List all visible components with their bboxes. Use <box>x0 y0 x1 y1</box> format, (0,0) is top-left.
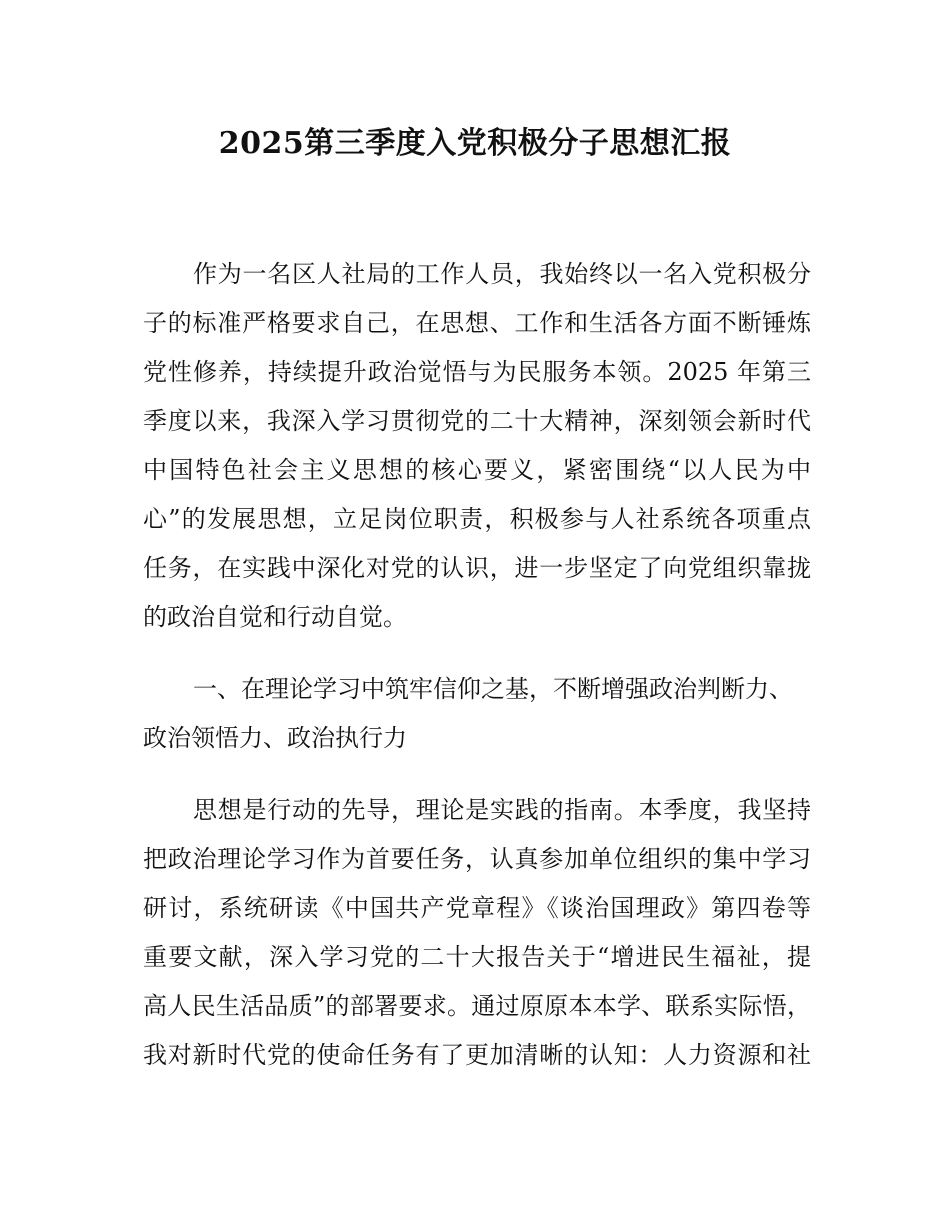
text-line: 任务，在实践中深化对党的认识，进一步坚定了向党组织靠拢 <box>143 554 811 582</box>
intro-paragraph <box>143 250 811 642</box>
text-line: 季度以来，我深入学习贯彻党的二十大精神，深刻领会新时代 <box>143 407 811 435</box>
text-line: 作为一名区人社局的工作人员，我始终以一名入党积极分 <box>193 260 811 288</box>
text-line: 党性修养，持续提升政治觉悟与为民服务本领。2025 年第三 <box>143 358 811 386</box>
text-line: 高人民生活品质”的部署要求。通过原原本本学、联系实际悟， <box>143 992 811 1020</box>
text-line: 思想是行动的先导，理论是实践的指南。本季度，我坚持 <box>193 796 811 824</box>
section-heading <box>143 665 811 763</box>
text-line: 心”的发展思想，立足岗位职责，积极参与人社系统各项重点 <box>143 505 811 533</box>
text-line: 我对新时代党的使命任务有了更加清晰的认知：人力资源和社 <box>143 1041 811 1069</box>
section-paragraph <box>143 786 811 1080</box>
text-line: 把政治理论学习作为首要任务，认真参加单位组织的集中学习 <box>143 845 811 873</box>
text-line: 一、在理论学习中筑牢信仰之基，不断增强政治判断力、 <box>193 675 793 703</box>
document-body <box>143 250 811 1103</box>
text-line: 政治领悟力、政治执行力 <box>143 724 407 752</box>
text-line: 重要文献，深入学习党的二十大报告关于“增进民生福祉，提 <box>143 943 811 971</box>
text-line: 的政治自觉和行动自觉。 <box>143 603 407 631</box>
text-line: 中国特色社会主义思想的核心要义，紧密围绕“以人民为中 <box>143 456 811 484</box>
document-title: 2025第三季度入党积极分子思想汇报 <box>218 126 732 161</box>
text-line: 子的标准严格要求自己，在思想、工作和生活各方面不断锤炼 <box>143 309 811 337</box>
text-line: 研讨，系统研读《中国共产党章程》《谈治国理政》第四卷等 <box>143 894 811 922</box>
